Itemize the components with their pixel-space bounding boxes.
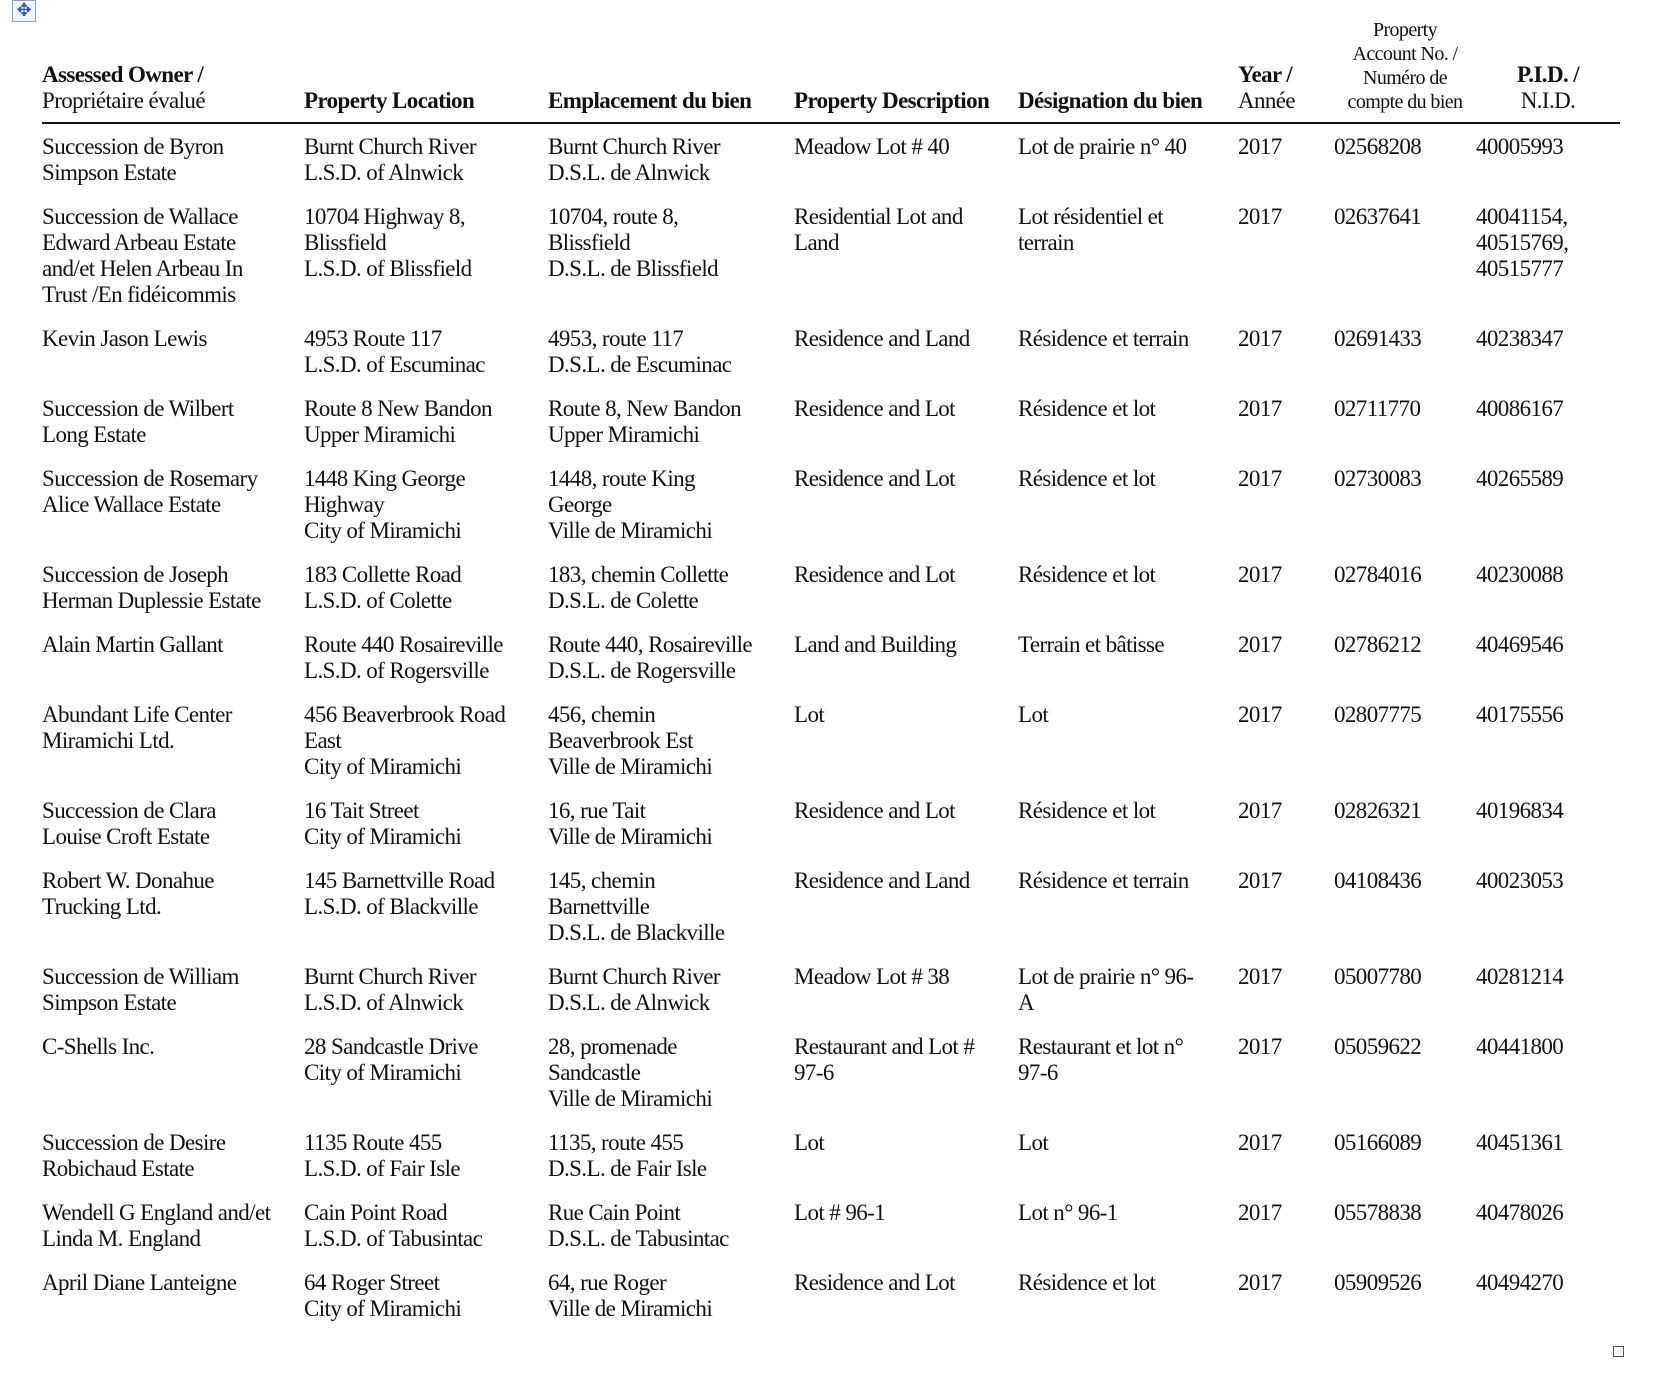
location-en-cell-line: L.S.D. of Rogersville xyxy=(304,658,489,683)
location-fr-cell xyxy=(548,1024,794,1120)
account-number-cell: 05578838 xyxy=(1334,1200,1422,1225)
header-desc-fr: Désignation du bien xyxy=(1018,18,1238,123)
location-en-cell-line: L.S.D. of Escuminac xyxy=(304,352,485,377)
description-en-cell xyxy=(794,1260,1018,1330)
location-fr-cell xyxy=(548,316,794,386)
location-en-cell-line: L.S.D. of Alnwick xyxy=(304,160,464,185)
location-fr-cell-line: Route 8, New Bandon xyxy=(548,396,742,421)
table-row xyxy=(42,692,1620,788)
description-fr-cell xyxy=(1018,692,1238,788)
description-fr-cell-line: A xyxy=(1018,990,1035,1015)
owner-cell-line: Kevin Jason Lewis xyxy=(42,326,207,351)
description-fr-cell xyxy=(1018,552,1238,622)
owner-cell-line: Succession de Clara xyxy=(42,798,216,823)
description-en-cell-line: Land xyxy=(794,230,839,255)
owner-cell xyxy=(42,692,304,788)
description-en-cell xyxy=(794,954,1018,1024)
owner-cell-line: April Diane Lanteigne xyxy=(42,1270,237,1295)
description-fr-cell-line: Résidence et terrain xyxy=(1018,868,1189,893)
table-body xyxy=(42,123,1620,1330)
description-fr-cell-line: Lot xyxy=(1018,1130,1049,1155)
year-cell: 2017 xyxy=(1238,396,1282,421)
description-en-cell-line: Residence and Lot xyxy=(794,562,955,587)
description-fr-cell-line: Résidence et lot xyxy=(1018,798,1156,823)
pid-cell-line: 40175556 xyxy=(1476,702,1564,727)
owner-cell-line: Robert W. Donahue xyxy=(42,868,214,893)
owner-cell-line: Wendell G England and/et xyxy=(42,1200,271,1225)
header-pid: P.I.D. / N.I.D. xyxy=(1476,18,1620,123)
pid-cell-line: 40041154, xyxy=(1476,204,1568,229)
table-row xyxy=(42,386,1620,456)
year-cell: 2017 xyxy=(1238,466,1282,491)
year-cell: 2017 xyxy=(1238,964,1282,989)
description-fr-cell-line: Lot n° 96-1 xyxy=(1018,1200,1118,1225)
description-fr-cell xyxy=(1018,194,1238,316)
description-en-cell xyxy=(794,858,1018,954)
pid-cell xyxy=(1476,1260,1620,1330)
location-fr-cell-line: Blissfield xyxy=(548,230,631,255)
location-fr-cell-line: Ville de Miramichi xyxy=(548,824,713,849)
pid-cell-line: 40451361 xyxy=(1476,1130,1564,1155)
year-cell: 2017 xyxy=(1238,1034,1282,1059)
owner-cell-line: Trust /En fidéicommis xyxy=(42,282,236,307)
location-fr-cell-line: Beaverbrook Est xyxy=(548,728,693,753)
description-fr-cell-line: Restaurant et lot n° xyxy=(1018,1034,1184,1059)
location-en-cell-line: L.S.D. of Blackville xyxy=(304,894,478,919)
owner-cell-line: Linda M. England xyxy=(42,1226,201,1251)
account-number-cell: 02568208 xyxy=(1334,134,1422,159)
location-fr-cell xyxy=(548,954,794,1024)
owner-cell-line: Alice Wallace Estate xyxy=(42,492,221,517)
location-en-cell xyxy=(304,1190,548,1260)
description-en-cell-line: Residence and Land xyxy=(794,868,970,893)
pid-cell xyxy=(1476,1190,1620,1260)
header-year: Year / Année xyxy=(1238,18,1334,123)
location-fr-cell-line: George xyxy=(548,492,612,517)
location-en-cell xyxy=(304,1260,548,1330)
location-en-cell xyxy=(304,316,548,386)
year-cell: 2017 xyxy=(1238,204,1282,229)
location-en-cell-line: Burnt Church River xyxy=(304,134,476,159)
header-desc-en: Property Description xyxy=(794,18,1018,123)
description-fr-cell xyxy=(1018,858,1238,954)
table-row xyxy=(42,123,1620,194)
location-en-cell-line: 4953 Route 117 xyxy=(304,326,442,351)
description-en-cell xyxy=(794,552,1018,622)
owner-cell xyxy=(42,456,304,552)
owner-cell-line: Robichaud Estate xyxy=(42,1156,194,1181)
location-en-cell xyxy=(304,456,548,552)
description-fr-cell-line: 97-6 xyxy=(1018,1060,1058,1085)
location-fr-cell xyxy=(548,386,794,456)
description-fr-cell xyxy=(1018,123,1238,194)
location-en-cell xyxy=(304,622,548,692)
year-cell: 2017 xyxy=(1238,326,1282,351)
owner-cell-line: Miramichi Ltd. xyxy=(42,728,175,753)
description-fr-cell xyxy=(1018,316,1238,386)
description-fr-cell-line: Résidence et lot xyxy=(1018,1270,1156,1295)
pid-cell xyxy=(1476,1024,1620,1120)
description-en-cell-line: Meadow Lot # 40 xyxy=(794,134,950,159)
description-fr-cell xyxy=(1018,1190,1238,1260)
location-fr-cell-line: D.S.L. de Tabusintac xyxy=(548,1226,729,1251)
header-row xyxy=(42,18,1620,123)
description-en-cell xyxy=(794,1024,1018,1120)
location-en-cell xyxy=(304,552,548,622)
pid-cell xyxy=(1476,316,1620,386)
account-number-cell: 02807775 xyxy=(1334,702,1422,727)
location-en-cell-line: L.S.D. of Blissfield xyxy=(304,256,472,281)
pid-cell xyxy=(1476,954,1620,1024)
location-fr-cell xyxy=(548,692,794,788)
location-en-cell-line: 183 Collette Road xyxy=(304,562,462,587)
owner-cell-line: Succession de Wallace xyxy=(42,204,238,229)
owner-cell-line: Long Estate xyxy=(42,422,146,447)
location-fr-cell xyxy=(548,194,794,316)
owner-cell xyxy=(42,858,304,954)
description-en-cell-line: Residence and Land xyxy=(794,326,970,351)
location-en-cell-line: 1448 King George xyxy=(304,466,466,491)
pid-cell xyxy=(1476,123,1620,194)
owner-cell-line: Succession de Wilbert xyxy=(42,396,234,421)
owner-cell-line: Simpson Estate xyxy=(42,160,177,185)
description-en-cell xyxy=(794,788,1018,858)
description-fr-cell-line: Lot xyxy=(1018,702,1049,727)
location-fr-cell-line: D.S.L. de Escuminac xyxy=(548,352,732,377)
year-cell: 2017 xyxy=(1238,798,1282,823)
location-fr-cell-line: D.S.L. de Blackville xyxy=(548,920,725,945)
description-fr-cell xyxy=(1018,456,1238,552)
location-fr-cell-line: 1135, route 455 xyxy=(548,1130,684,1155)
owner-cell-line: Trucking Ltd. xyxy=(42,894,162,919)
location-fr-cell-line: Ville de Miramichi xyxy=(548,754,713,779)
pid-cell xyxy=(1476,858,1620,954)
year-cell: 2017 xyxy=(1238,868,1282,893)
pid-cell-line: 40515777 xyxy=(1476,256,1564,281)
location-fr-cell-line: Ville de Miramichi xyxy=(548,518,713,543)
description-en-cell-line: Residence and Lot xyxy=(794,1270,955,1295)
owner-cell xyxy=(42,552,304,622)
location-fr-cell xyxy=(548,456,794,552)
location-fr-cell-line: 10704, route 8, xyxy=(548,204,679,229)
owner-cell-line: Succession de Desire xyxy=(42,1130,226,1155)
location-en-cell xyxy=(304,788,548,858)
location-en-cell xyxy=(304,1120,548,1190)
description-fr-cell xyxy=(1018,954,1238,1024)
location-en-cell-line: Cain Point Road xyxy=(304,1200,448,1225)
location-en-cell-line: 456 Beaverbrook Road xyxy=(304,702,506,727)
location-en-cell-line: L.S.D. of Tabusintac xyxy=(304,1226,483,1251)
owner-cell-line: Simpson Estate xyxy=(42,990,177,1015)
pid-cell-line: 40196834 xyxy=(1476,798,1564,823)
location-fr-cell-line: 456, chemin xyxy=(548,702,656,727)
table-row xyxy=(42,456,1620,552)
location-en-cell-line: City of Miramichi xyxy=(304,754,462,779)
location-fr-cell-line: 1448, route King xyxy=(548,466,695,491)
location-fr-cell xyxy=(548,1190,794,1260)
account-number-cell: 05059622 xyxy=(1334,1034,1422,1059)
account-number-cell: 02730083 xyxy=(1334,466,1422,491)
owner-cell xyxy=(42,788,304,858)
location-fr-cell-line: 64, rue Roger xyxy=(548,1270,667,1295)
table-row xyxy=(42,954,1620,1024)
owner-cell-line: Louise Croft Estate xyxy=(42,824,210,849)
location-en-cell-line: L.S.D. of Colette xyxy=(304,588,452,613)
description-fr-cell xyxy=(1018,788,1238,858)
owner-cell xyxy=(42,1120,304,1190)
location-en-cell-line: Blissfield xyxy=(304,230,387,255)
table-row xyxy=(42,552,1620,622)
location-fr-cell xyxy=(548,1260,794,1330)
location-en-cell-line: Route 8 New Bandon xyxy=(304,396,492,421)
year-cell: 2017 xyxy=(1238,1130,1282,1155)
description-en-cell-line: Residential Lot and xyxy=(794,204,963,229)
location-en-cell-line: Upper Miramichi xyxy=(304,422,456,447)
owner-cell-line: Edward Arbeau Estate xyxy=(42,230,236,255)
location-fr-cell-line: Ville de Miramichi xyxy=(548,1086,713,1111)
description-en-cell-line: Land and Building xyxy=(794,632,957,657)
location-en-cell xyxy=(304,692,548,788)
description-fr-cell xyxy=(1018,622,1238,692)
owner-cell xyxy=(42,386,304,456)
location-en-cell xyxy=(304,123,548,194)
location-fr-cell-line: D.S.L. de Alnwick xyxy=(548,160,710,185)
description-fr-cell-line: Résidence et lot xyxy=(1018,466,1156,491)
pid-cell-line: 40265589 xyxy=(1476,466,1564,491)
pid-cell-line: 40005993 xyxy=(1476,134,1564,159)
year-cell: 2017 xyxy=(1238,702,1282,727)
description-fr-cell-line: Résidence et lot xyxy=(1018,562,1156,587)
property-table xyxy=(42,18,1620,1330)
pid-cell xyxy=(1476,194,1620,316)
location-fr-cell-line: Sandcastle xyxy=(548,1060,641,1085)
account-number-cell: 02637641 xyxy=(1334,204,1422,229)
pid-cell-line: 40494270 xyxy=(1476,1270,1564,1295)
pid-cell xyxy=(1476,1120,1620,1190)
location-en-cell xyxy=(304,858,548,954)
table-row xyxy=(42,1190,1620,1260)
description-en-cell-line: Lot xyxy=(794,1130,825,1155)
owner-cell xyxy=(42,194,304,316)
description-en-cell-line: Lot # 96-1 xyxy=(794,1200,886,1225)
owner-cell-line: Succession de Rosemary xyxy=(42,466,258,491)
location-fr-cell-line: Rue Cain Point xyxy=(548,1200,681,1225)
description-en-cell-line: Meadow Lot # 38 xyxy=(794,964,950,989)
pid-cell xyxy=(1476,456,1620,552)
description-en-cell-line: Residence and Lot xyxy=(794,466,955,491)
pid-cell-line: 40086167 xyxy=(1476,396,1564,421)
location-fr-cell-line: 16, rue Tait xyxy=(548,798,646,823)
location-en-cell-line: City of Miramichi xyxy=(304,518,462,543)
owner-cell xyxy=(42,622,304,692)
pid-cell xyxy=(1476,386,1620,456)
pid-cell-line: 40469546 xyxy=(1476,632,1564,657)
description-en-cell-line: Residence and Lot xyxy=(794,798,955,823)
location-fr-cell xyxy=(548,552,794,622)
location-en-cell-line: 145 Barnettville Road xyxy=(304,868,495,893)
description-en-cell xyxy=(794,123,1018,194)
table-row xyxy=(42,194,1620,316)
owner-cell xyxy=(42,123,304,194)
pid-cell xyxy=(1476,692,1620,788)
description-fr-cell xyxy=(1018,1120,1238,1190)
owner-cell-line: Succession de Byron xyxy=(42,134,224,159)
location-en-cell-line: City of Miramichi xyxy=(304,1060,462,1085)
owner-cell xyxy=(42,1190,304,1260)
description-fr-cell xyxy=(1018,1260,1238,1330)
location-en-cell-line: L.S.D. of Fair Isle xyxy=(304,1156,460,1181)
table-row xyxy=(42,1260,1620,1330)
location-fr-cell-line: 183, chemin Collette xyxy=(548,562,729,587)
pid-cell-line: 40230088 xyxy=(1476,562,1564,587)
description-en-cell xyxy=(794,386,1018,456)
owner-cell-line: Alain Martin Gallant xyxy=(42,632,223,657)
location-fr-cell-line: 4953, route 117 xyxy=(548,326,684,351)
description-fr-cell-line: terrain xyxy=(1018,230,1074,255)
location-fr-cell-line: 28, promenade xyxy=(548,1034,677,1059)
pid-cell xyxy=(1476,552,1620,622)
account-number-cell: 05007780 xyxy=(1334,964,1422,989)
pid-cell xyxy=(1476,788,1620,858)
location-fr-cell-line: Upper Miramichi xyxy=(548,422,700,447)
location-fr-cell-line: Route 440, Rosaireville xyxy=(548,632,753,657)
description-en-cell-line: 97-6 xyxy=(794,1060,834,1085)
location-fr-cell xyxy=(548,858,794,954)
table-resize-handle[interactable] xyxy=(1613,1346,1624,1357)
location-fr-cell xyxy=(548,1120,794,1190)
pid-cell-line: 40281214 xyxy=(1476,964,1564,989)
location-en-cell-line: City of Miramichi xyxy=(304,1296,462,1321)
location-en-cell-line: L.S.D. of Alnwick xyxy=(304,990,464,1015)
owner-cell-line: C-Shells Inc. xyxy=(42,1034,155,1059)
owner-cell-line: Succession de William xyxy=(42,964,239,989)
location-en-cell-line: 28 Sandcastle Drive xyxy=(304,1034,478,1059)
location-fr-cell-line: D.S.L. de Blissfield xyxy=(548,256,719,281)
owner-cell-line: Abundant Life Center xyxy=(42,702,232,727)
description-en-cell xyxy=(794,316,1018,386)
description-fr-cell-line: Lot de prairie n° 96- xyxy=(1018,964,1194,989)
owner-cell-line: and/et Helen Arbeau In xyxy=(42,256,243,281)
location-fr-cell-line: Ville de Miramichi xyxy=(548,1296,713,1321)
location-en-cell xyxy=(304,386,548,456)
account-number-cell: 02826321 xyxy=(1334,798,1422,823)
description-fr-cell xyxy=(1018,1024,1238,1120)
table-row xyxy=(42,1024,1620,1120)
header-location-fr: Emplacement du bien xyxy=(548,18,794,123)
location-fr-cell-line: D.S.L. de Fair Isle xyxy=(548,1156,707,1181)
header-location-en: Property Location xyxy=(304,18,548,123)
account-number-cell: 02711770 xyxy=(1334,396,1421,421)
year-cell: 2017 xyxy=(1238,632,1282,657)
pid-cell-line: 40478026 xyxy=(1476,1200,1564,1225)
location-en-cell-line: City of Miramichi xyxy=(304,824,462,849)
year-cell: 2017 xyxy=(1238,1270,1282,1295)
description-en-cell xyxy=(794,1190,1018,1260)
account-number-cell: 05909526 xyxy=(1334,1270,1422,1295)
description-en-cell-line: Restaurant and Lot # xyxy=(794,1034,975,1059)
location-en-cell-line: 64 Roger Street xyxy=(304,1270,440,1295)
description-en-cell xyxy=(794,194,1018,316)
location-fr-cell-line: D.S.L. de Alnwick xyxy=(548,990,710,1015)
description-en-cell-line: Lot xyxy=(794,702,825,727)
owner-cell xyxy=(42,316,304,386)
location-en-cell xyxy=(304,1024,548,1120)
location-en-cell-line: 10704 Highway 8, xyxy=(304,204,465,229)
account-number-cell: 02784016 xyxy=(1334,562,1422,587)
account-number-cell: 05166089 xyxy=(1334,1130,1422,1155)
header-account: Property Account No. / Numéro de compte du bien xyxy=(1334,18,1476,123)
description-fr-cell-line: Résidence et terrain xyxy=(1018,326,1189,351)
table-row xyxy=(42,788,1620,858)
description-en-cell-line: Residence and Lot xyxy=(794,396,955,421)
location-fr-cell-line: Barnettville xyxy=(548,894,650,919)
location-fr-cell-line: Burnt Church River xyxy=(548,964,720,989)
account-number-cell: 02786212 xyxy=(1334,632,1422,657)
location-en-cell-line: Burnt Church River xyxy=(304,964,476,989)
description-fr-cell-line: Lot de prairie n° 40 xyxy=(1018,134,1187,159)
table-row xyxy=(42,1120,1620,1190)
owner-cell xyxy=(42,1260,304,1330)
year-cell: 2017 xyxy=(1238,562,1282,587)
description-en-cell xyxy=(794,456,1018,552)
description-fr-cell xyxy=(1018,386,1238,456)
description-fr-cell-line: Lot résidentiel et xyxy=(1018,204,1164,229)
description-en-cell xyxy=(794,622,1018,692)
table-row xyxy=(42,858,1620,954)
pid-cell-line: 40023053 xyxy=(1476,868,1564,893)
location-fr-cell-line: Burnt Church River xyxy=(548,134,720,159)
location-fr-cell-line: D.S.L. de Rogersville xyxy=(548,658,736,683)
table-row xyxy=(42,316,1620,386)
description-fr-cell-line: Résidence et lot xyxy=(1018,396,1156,421)
pid-cell-line: 40441800 xyxy=(1476,1034,1564,1059)
description-en-cell xyxy=(794,1120,1018,1190)
account-number-cell: 04108436 xyxy=(1334,868,1422,893)
description-en-cell xyxy=(794,692,1018,788)
location-fr-cell-line: D.S.L. de Colette xyxy=(548,588,699,613)
pid-cell-line: 40515769, xyxy=(1476,230,1569,255)
table-move-handle-icon[interactable]: ✥ xyxy=(12,0,36,22)
location-fr-cell-line: 145, chemin xyxy=(548,868,656,893)
pid-cell xyxy=(1476,622,1620,692)
account-number-cell: 02691433 xyxy=(1334,326,1422,351)
location-fr-cell xyxy=(548,622,794,692)
location-en-cell-line: 16 Tait Street xyxy=(304,798,419,823)
location-en-cell xyxy=(304,954,548,1024)
year-cell: 2017 xyxy=(1238,134,1282,159)
location-en-cell-line: 1135 Route 455 xyxy=(304,1130,442,1155)
description-fr-cell-line: Terrain et bâtisse xyxy=(1018,632,1164,657)
location-en-cell-line: East xyxy=(304,728,342,753)
owner-cell-line: Succession de Joseph xyxy=(42,562,229,587)
pid-cell-line: 40238347 xyxy=(1476,326,1564,351)
location-en-cell-line: Route 440 Rosaireville xyxy=(304,632,503,657)
owner-cell-line: Herman Duplessie Estate xyxy=(42,588,261,613)
owner-cell xyxy=(42,1024,304,1120)
location-en-cell xyxy=(304,194,548,316)
owner-cell xyxy=(42,954,304,1024)
table-row xyxy=(42,622,1620,692)
location-fr-cell xyxy=(548,788,794,858)
location-en-cell-line: Highway xyxy=(304,492,385,517)
location-fr-cell xyxy=(548,123,794,194)
header-owner: Assessed Owner / Propriétaire évalué xyxy=(42,18,304,123)
year-cell: 2017 xyxy=(1238,1200,1282,1225)
